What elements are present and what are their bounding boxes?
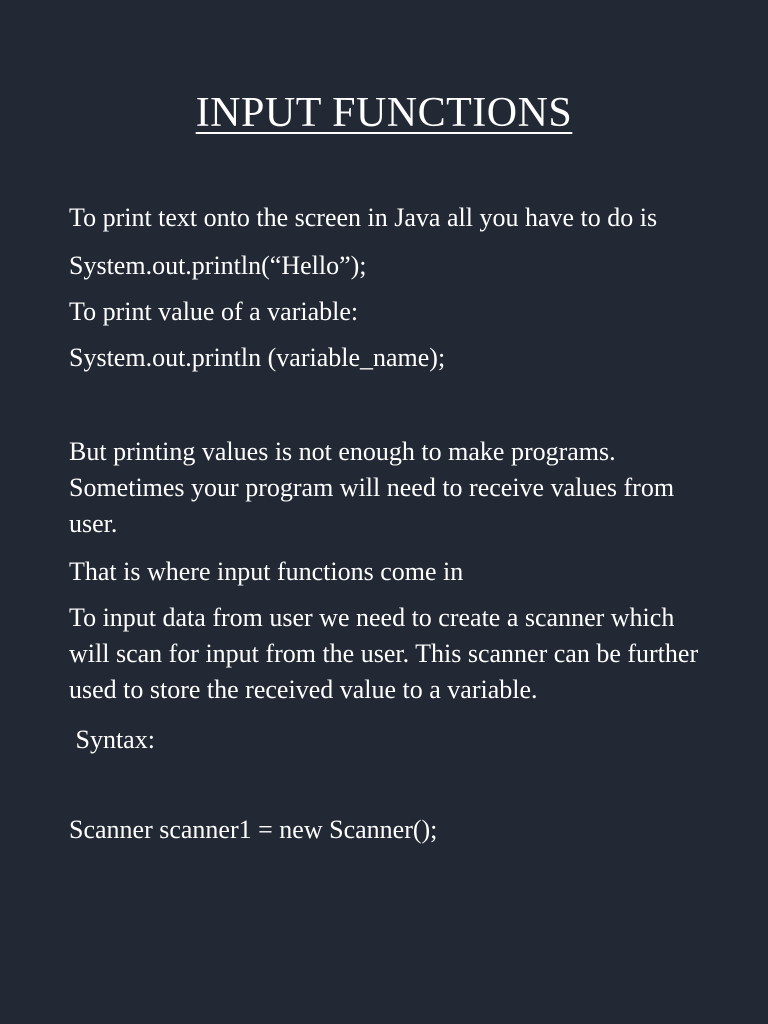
syntax-label: Syntax:: [69, 725, 155, 754]
code-println-variable: System.out.println (variable_name);: [69, 343, 446, 372]
paragraph-print-intro: To print text onto the screen in Java all you have to do is: [69, 203, 658, 232]
paragraph-scanner-explanation: To input data from user we need to create a scanner which will scan for input from the user. This scanner can be further used to store the received value to a variable.: [69, 603, 699, 704]
paragraph-printing-not-enough: But printing values is not enough to make programs. Sometimes your program will need to receive values from user.: [69, 437, 675, 538]
paragraph-print-variable: To print value of a variable:: [69, 297, 359, 326]
code-scanner-declaration: Scanner scanner1 = new Scanner();: [69, 815, 438, 844]
code-println-hello: System.out.println(“Hello”);: [69, 251, 367, 280]
paragraph-input-functions-intro: That is where input functions come in: [69, 557, 464, 586]
page-title: INPUT FUNCTIONS: [195, 90, 573, 136]
